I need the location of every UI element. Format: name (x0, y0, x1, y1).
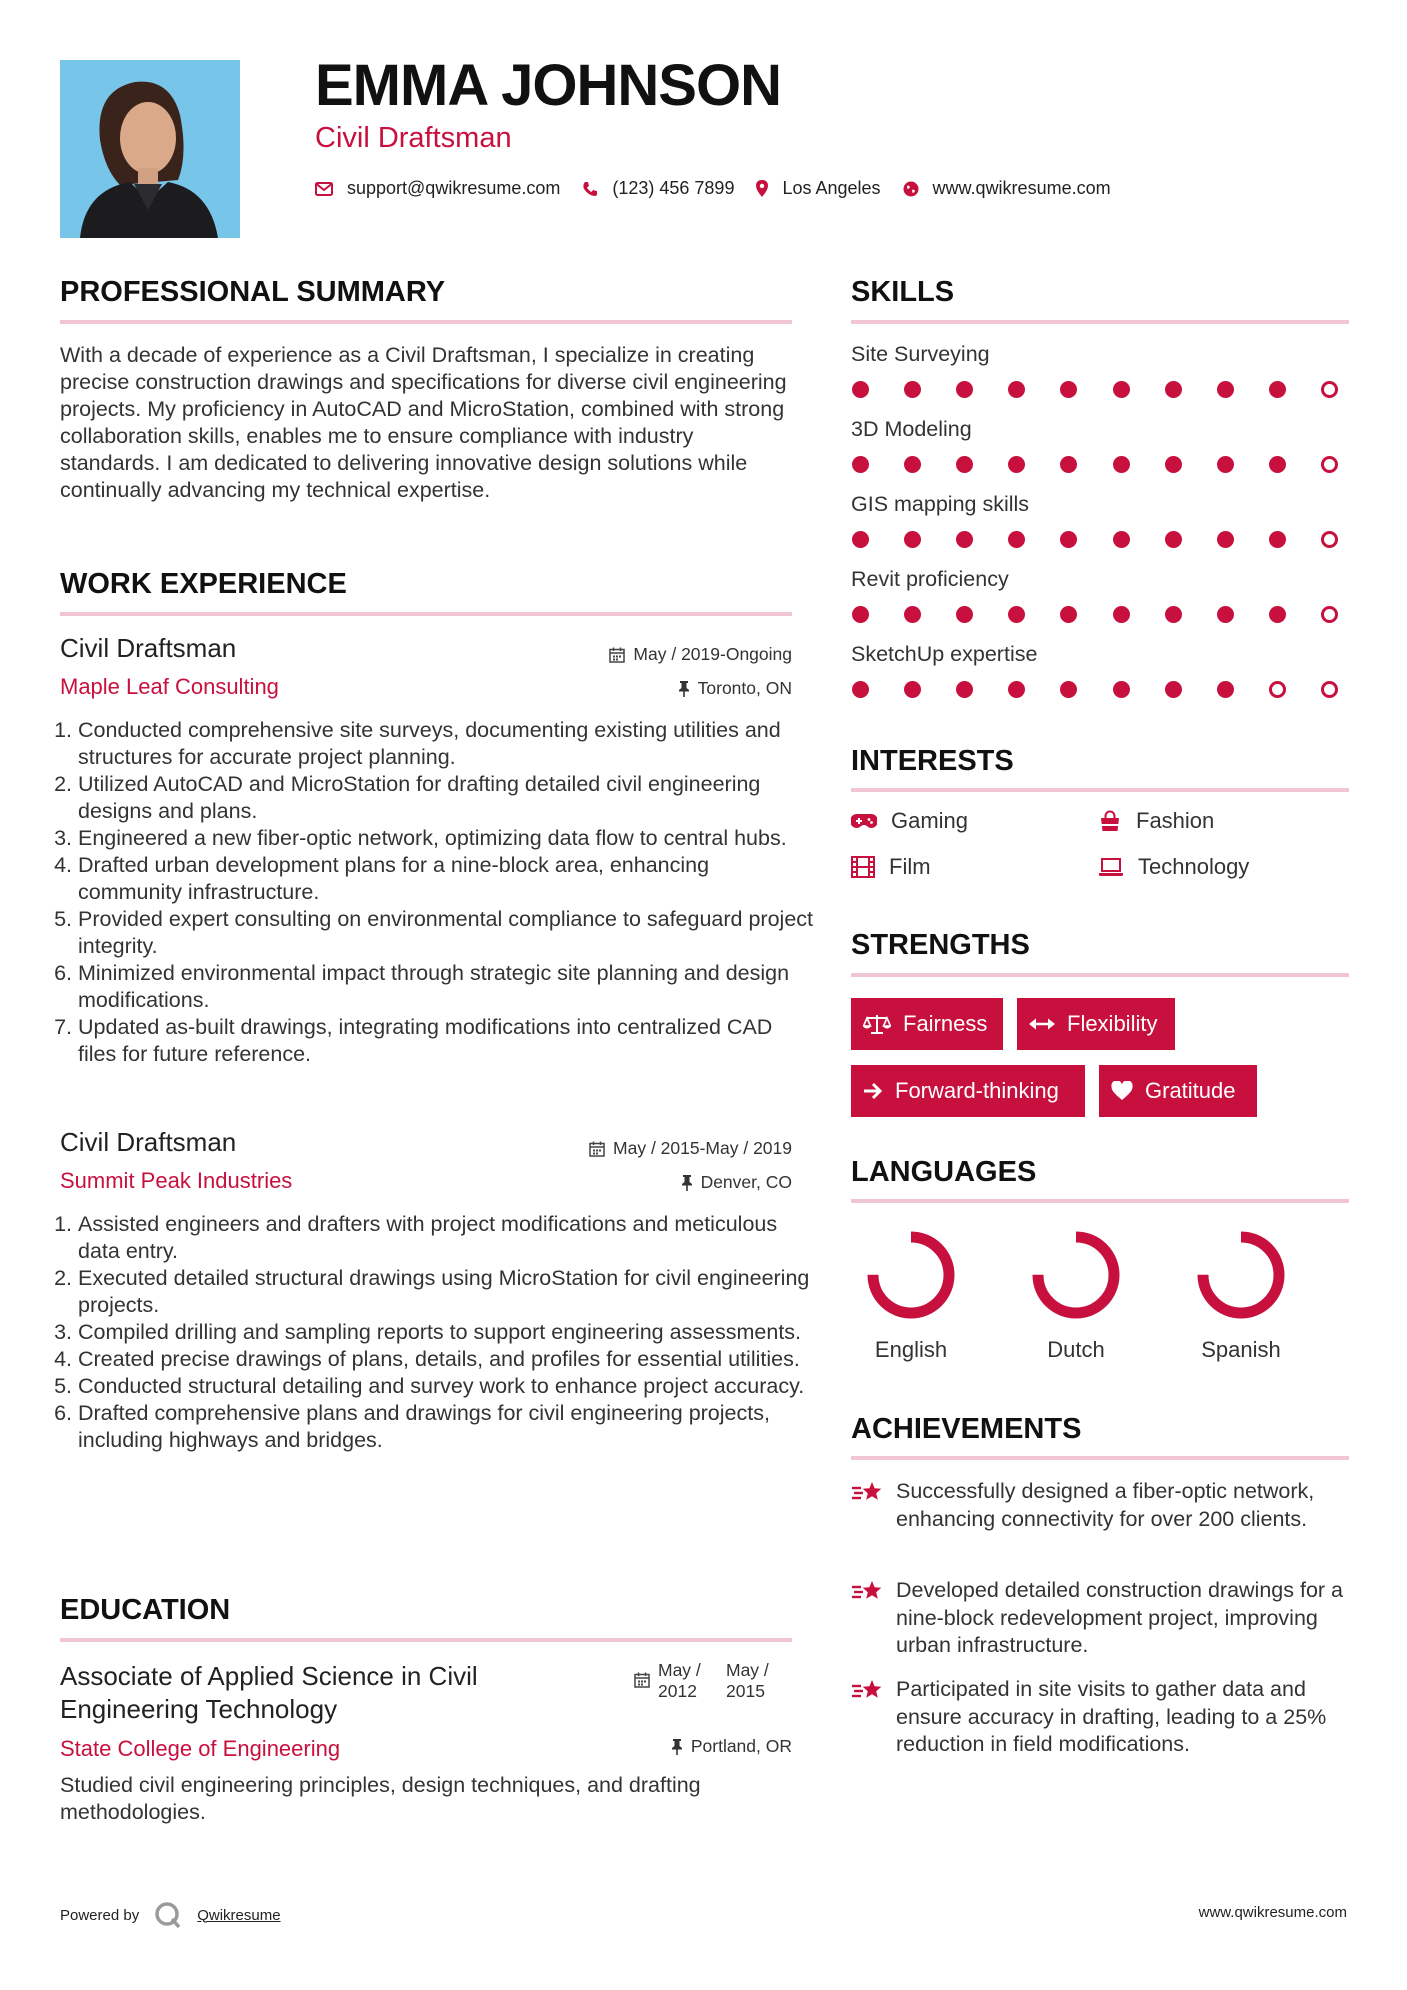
rating-dot-filled (904, 531, 921, 548)
skill-rating (852, 681, 1338, 698)
contact-location (756, 178, 880, 199)
star-award-icon (851, 1480, 885, 1506)
interests-divider (851, 788, 1349, 792)
pushpin-icon (671, 1739, 683, 1755)
list-item: 3. Engineered a new fiber-optic network, optimizing data flow to central hubs. (78, 825, 813, 852)
languages-heading: LANGUAGES (851, 1156, 1037, 1188)
language-name: Dutch (1047, 1337, 1105, 1362)
rating-dot-filled (852, 606, 869, 623)
education-start: May / 2012 (658, 1660, 701, 1701)
education-end: May / 2015 (726, 1660, 769, 1701)
skills-heading: SKILLS (851, 276, 955, 308)
strength-tag (851, 1065, 1085, 1117)
achievement-text: Participated in site visits to gather data and ensure accuracy in drafting, leading to a 25% reduction in field modifications. (896, 1677, 1327, 1756)
rating-dot-filled (956, 381, 973, 398)
rating-dot-filled (1269, 606, 1286, 623)
calendar-icon (589, 1141, 605, 1157)
rating-dot-filled (1060, 606, 1077, 623)
map-marker-icon (756, 180, 768, 197)
rating-dot-filled (1165, 381, 1182, 398)
strength-label: Fairness (903, 1011, 988, 1036)
candidate-name: EMMA JOHNSON (315, 53, 781, 118)
languages-divider (851, 1199, 1349, 1203)
interest-item (1098, 854, 1249, 880)
language-name: English (874, 1337, 948, 1362)
star-award-icon (851, 1678, 885, 1704)
rating-dot-filled (852, 531, 869, 548)
rating-dot-filled (956, 456, 973, 473)
rating-dot-filled (1217, 681, 1234, 698)
rating-dot-filled (1008, 606, 1025, 623)
star-award-icon (851, 1579, 885, 1605)
rating-dot-filled (1008, 681, 1025, 698)
interests-heading: INTERESTS (851, 745, 1014, 777)
school-name: State College of Engineering (60, 1736, 341, 1761)
rating-dot-filled (904, 606, 921, 623)
shopping-bag-icon (1098, 810, 1122, 832)
rating-dot-filled (1008, 456, 1025, 473)
strength-label: Gratitude (1145, 1078, 1236, 1103)
calendar-icon (634, 1672, 650, 1688)
proficiency-arc (1038, 1237, 1114, 1313)
job-responsibilities (60, 1211, 813, 1454)
rating-dot-filled (852, 381, 869, 398)
contact-email-text: support@qwikresume.com (347, 178, 561, 198)
gamepad-icon (851, 812, 877, 830)
arrow-right-icon (863, 1082, 883, 1100)
summary-heading: PROFESSIONAL SUMMARY (60, 276, 446, 308)
skill-name: SketchUp expertise (851, 642, 1038, 666)
contact-bar (315, 178, 1133, 199)
job-title: Civil Draftsman (60, 1127, 237, 1157)
job-dates-text: May / 2019-Ongoing (633, 644, 792, 664)
language-proficiency-ring (1193, 1227, 1289, 1323)
envelope-icon (315, 182, 333, 196)
language-item (1181, 1227, 1301, 1363)
rating-dot-empty (1321, 531, 1338, 548)
language-item (1016, 1227, 1136, 1363)
rating-dot-filled (1217, 381, 1234, 398)
rating-dot-filled (852, 681, 869, 698)
strength-tag (851, 998, 1003, 1050)
contact-email[interactable] (315, 178, 560, 199)
skill-name: Site Surveying (851, 342, 990, 366)
rating-dot-filled (1217, 456, 1234, 473)
education-divider (60, 1638, 792, 1642)
interest-item (851, 854, 931, 880)
rating-dot-empty (1321, 606, 1338, 623)
achievements-divider (851, 1456, 1349, 1460)
rating-dot-filled (1113, 381, 1130, 398)
calendar-icon (609, 647, 625, 663)
rating-dot-filled (1060, 531, 1077, 548)
rating-dot-filled (956, 531, 973, 548)
interest-item (851, 808, 968, 834)
skill-name: GIS mapping skills (851, 492, 1030, 516)
rating-dot-filled (1165, 531, 1182, 548)
pushpin-icon (678, 681, 690, 697)
rating-dot-filled (1269, 381, 1286, 398)
strengths-divider (851, 973, 1349, 977)
list-item: 3. Compiled drilling and sampling reports to support engineering assessments. (78, 1319, 813, 1346)
contact-phone-text: (123) 456 7899 (612, 178, 735, 198)
rating-dot-filled (1060, 381, 1077, 398)
rating-dot-filled (956, 606, 973, 623)
language-name: Spanish (1201, 1337, 1281, 1362)
achievement-text: Successfully designed a fiber-optic network, enhancing connectivity for over 200 clients. (896, 1479, 1315, 1531)
proficiency-arc (873, 1237, 949, 1313)
rating-dot-filled (1217, 606, 1234, 623)
rating-dot-filled (1165, 681, 1182, 698)
rating-dot-filled (904, 681, 921, 698)
summary-text: With a decade of experience as a Civil Draftsman, I specialize in creating precise construction drawings and specifications for diverse civil engineering projects. My proficiency in AutoCAD and MicroStation, combined with strong collaboration skills, enables me to ensure compliance with industry standards. I am dedicated to delivering innovative design solutions while continually advancing my technical expertise. (60, 343, 787, 502)
job-dates (589, 1138, 792, 1159)
achievement-item (851, 1478, 1351, 1533)
heart-icon (1111, 1081, 1133, 1101)
list-item: 5. Provided expert consulting on environmental compliance to safeguard project integrity. (78, 906, 813, 960)
skill-name: Revit proficiency (851, 567, 1009, 591)
footer-powered-by (60, 1900, 281, 1930)
job-responsibilities (60, 717, 813, 1068)
list-item: 5. Conducted structural detailing and survey work to enhance project accuracy. (78, 1373, 813, 1400)
rating-dot-filled (1269, 456, 1286, 473)
brand-link[interactable]: Qwikresume (197, 1906, 281, 1924)
phone-icon (582, 181, 598, 197)
rating-dot-filled (1060, 456, 1077, 473)
powered-by-label: Powered by (60, 1906, 140, 1924)
skill-rating (852, 531, 1338, 548)
film-icon (851, 856, 875, 878)
rating-dot-filled (1008, 531, 1025, 548)
job-location-text: Toronto, ON (697, 678, 792, 698)
achievements-heading: ACHIEVEMENTS (851, 1413, 1082, 1445)
strength-tag (1017, 998, 1175, 1050)
rating-dot-filled (1269, 531, 1286, 548)
language-proficiency-ring (863, 1227, 959, 1323)
footer-website[interactable]: www.qwikresume.com (1198, 1904, 1347, 1921)
job-dates (609, 644, 792, 665)
contact-website-text: www.qwikresume.com (932, 178, 1111, 198)
interest-label: Fashion (1136, 808, 1215, 833)
strength-label: Flexibility (1067, 1011, 1158, 1036)
degree-title: Associate of Applied Science in Civil Engineering Technology (60, 1661, 478, 1724)
rating-dot-filled (956, 681, 973, 698)
rating-dot-empty (1321, 381, 1338, 398)
work-heading: WORK EXPERIENCE (60, 568, 347, 600)
job-dates-text: May / 2015-May / 2019 (613, 1138, 792, 1158)
strengths-heading: STRENGTHS (851, 929, 1030, 961)
education-heading: EDUCATION (60, 1594, 231, 1626)
interest-label: Film (889, 854, 931, 879)
rating-dot-filled (904, 381, 921, 398)
interest-label: Technology (1138, 854, 1250, 879)
contact-website[interactable] (903, 178, 1111, 199)
proficiency-arc (1203, 1237, 1279, 1313)
rating-dot-filled (1113, 531, 1130, 548)
skills-divider (851, 320, 1349, 324)
summary-divider (60, 320, 792, 324)
laptop-icon (1098, 857, 1124, 877)
language-proficiency-ring (1028, 1227, 1124, 1323)
job-title: Civil Draftsman (60, 633, 237, 663)
list-item: 4. Drafted urban development plans for a nine-block area, enhancing community infrastructure. (78, 852, 813, 906)
achievement-item (851, 1676, 1351, 1759)
list-item: 1. Conducted comprehensive site surveys, documenting existing utilities and structures for accurate project planning. (78, 717, 813, 771)
globe-icon (903, 181, 919, 197)
language-item (851, 1227, 971, 1363)
rating-dot-filled (1165, 456, 1182, 473)
list-item: 6. Drafted comprehensive plans and drawings for civil engineering projects, including highways and bridges. (78, 1400, 813, 1454)
rating-dot-empty (1321, 456, 1338, 473)
list-item: 6. Minimized environmental impact through strategic site planning and design modifications. (78, 960, 813, 1014)
rating-dot-filled (1165, 606, 1182, 623)
list-item: 1. Assisted engineers and drafters with project modifications and meticulous data entry. (78, 1211, 813, 1265)
job-company: Summit Peak Industries (60, 1168, 293, 1193)
skill-rating (852, 456, 1338, 473)
list-item: 2. Utilized AutoCAD and MicroStation for drafting detailed civil engineering designs and plans. (78, 771, 813, 825)
achievement-item (851, 1577, 1351, 1660)
rating-dot-filled (904, 456, 921, 473)
rating-dot-empty (1321, 681, 1338, 698)
strength-tag (1099, 1065, 1257, 1117)
rating-dot-filled (1113, 456, 1130, 473)
work-divider (60, 612, 792, 616)
education-dates (634, 1660, 782, 1702)
education-location-text: Portland, OR (690, 1736, 792, 1756)
contact-location-text: Los Angeles (782, 178, 881, 198)
rating-dot-filled (1113, 681, 1130, 698)
qwikresume-logo-icon (153, 1900, 183, 1930)
job-company: Maple Leaf Consulting (60, 674, 279, 699)
pushpin-icon (681, 1175, 693, 1191)
education-description: Studied civil engineering principles, design techniques, and drafting methodologies. (60, 1773, 701, 1824)
rating-dot-empty (1269, 681, 1286, 698)
education-location (671, 1736, 792, 1757)
skill-rating (852, 606, 1338, 623)
rating-dot-filled (852, 456, 869, 473)
candidate-role: Civil Draftsman (315, 122, 512, 154)
contact-phone[interactable] (582, 178, 734, 199)
arrows-horizontal-icon (1029, 1017, 1055, 1031)
job-location-text: Denver, CO (700, 1172, 792, 1192)
job-location (681, 1172, 792, 1193)
rating-dot-filled (1217, 531, 1234, 548)
interest-item (1098, 808, 1214, 834)
skill-rating (852, 381, 1338, 398)
rating-dot-filled (1060, 681, 1077, 698)
job-location (678, 678, 792, 699)
list-item: 2. Executed detailed structural drawings using MicroStation for civil engineering projects. (78, 1265, 813, 1319)
rating-dot-filled (1113, 606, 1130, 623)
list-item: 4. Created precise drawings of plans, details, and profiles for essential utilities. (78, 1346, 813, 1373)
interest-label: Gaming (891, 808, 969, 833)
skill-name: 3D Modeling (851, 417, 972, 441)
achievement-text: Developed detailed construction drawings for a nine-block redevelopment project, improving urban infrastructure. (896, 1578, 1343, 1657)
list-item: 7. Updated as-built drawings, integrating modifications into centralized CAD files for future reference. (78, 1014, 813, 1068)
profile-photo (60, 60, 240, 238)
strength-label: Forward-thinking (895, 1078, 1059, 1103)
balance-scale-icon (863, 1013, 891, 1035)
rating-dot-filled (1008, 381, 1025, 398)
